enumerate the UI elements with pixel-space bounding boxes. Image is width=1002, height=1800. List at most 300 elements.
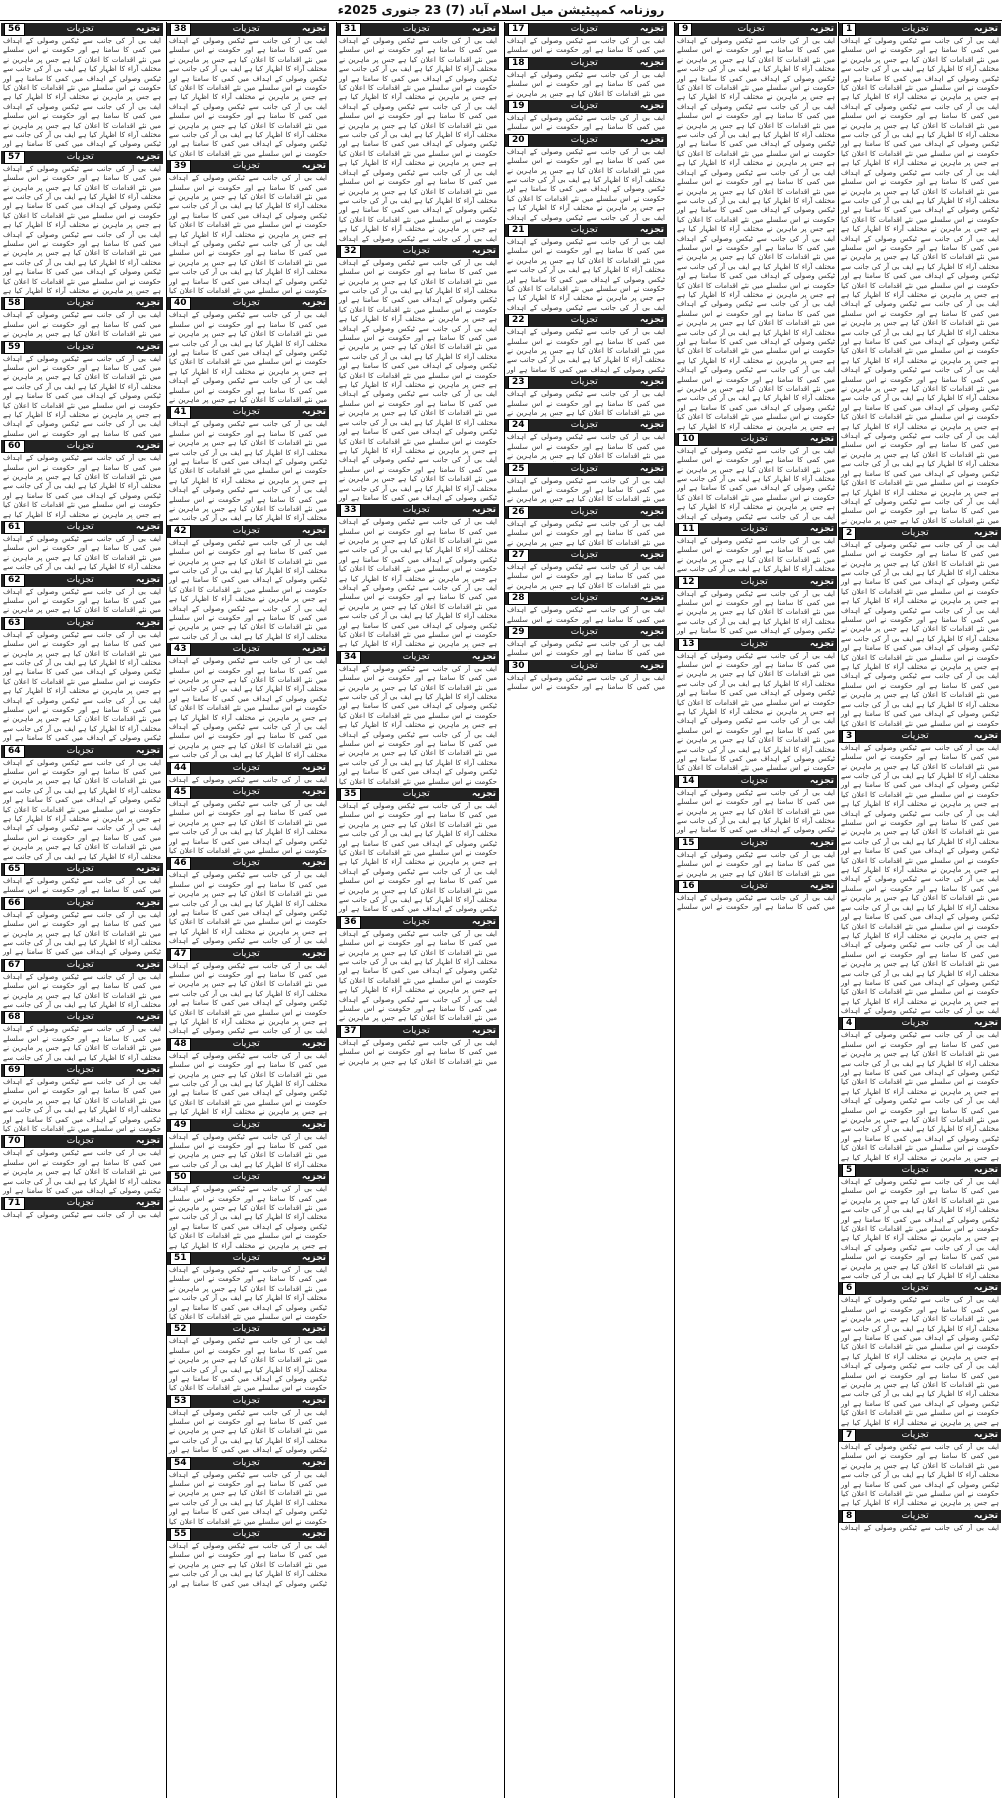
section-label: تجزیہ <box>973 1510 998 1521</box>
item-header-bar <box>1 574 163 587</box>
news-item <box>167 297 329 405</box>
news-item <box>1 897 163 958</box>
section-label: تجزیہ <box>809 837 834 848</box>
news-item <box>167 1528 329 1589</box>
news-item <box>839 730 1001 1017</box>
subsection-label: تجزیات <box>232 1324 260 1335</box>
news-item <box>505 376 667 418</box>
news-item <box>505 134 667 223</box>
item-number: 2 <box>842 527 856 540</box>
item-body-text: ایف بی آر کی جانب سے ٹیکس وصولی کے اہداف میں کمی کا سامنا ہے اور حکومت نے اس سلسلے <box>507 606 665 624</box>
item-header-bar <box>167 1119 329 1132</box>
news-item <box>505 100 667 133</box>
section-label: تجزیہ <box>301 1529 326 1540</box>
section-label: تجزیہ <box>301 161 326 172</box>
item-header-bar <box>839 1017 1001 1030</box>
news-item <box>1 1011 163 1063</box>
item-number: 58 <box>4 297 25 310</box>
subsection-label: تجزیات <box>232 858 260 869</box>
subsection-label: تجزیات <box>402 1025 430 1036</box>
item-body-text: ایف بی آر کی جانب سے ٹیکس وصولی کے اہداف میں کمی کا سامنا ہے اور حکومت نے اس سلسلے میں نئے اقدامات کا اعلان کیا ہے جس پر ماہرین نے مختلف آراء کا اظہار کیا ہے ایف بی آر کی جانب سے ٹیکس وصولی کے اہداف میں کمی کا سامنا ہے اور حکومت نے اس سلسلے میں نئے اقدامات کا اعلان کیا <box>169 1265 327 1321</box>
news-item <box>839 1510 1001 1533</box>
item-body-text: ایف بی آر کی جانب سے ٹیکس وصولی کے اہداف میں کمی کا سامنا ہے اور حکومت نے اس سلسلے میں نئے اقدامات کا اعلان کیا ہے جس پر ماہرین نے مختلف آراء کا اظہار کیا ہے ایف بی آر کی جانب سے ٹیکس وصولی کے اہداف میں کمی کا سامنا ہے اور حکومت نے اس سلسلے میں نئے اقدامات کا اعلان کیا ہے جس پر ماہرین نے مختلف آراء کا اظہار کیا ہے ایف بی آر کی جانب سے ٹیکس وصولی کے اہداف میں کمی کا سامنا ہے اور حکومت نے اس سلسلے میں نئے اقدامات کا اعلان کیا ہے جس پر ماہرین نے مختلف آراء کا اظہار کیا ہے ایف بی آر کی جانب سے ٹیکس وصولی کے اہداف میں کمی کا سامنا ہے اور حکومت نے اس سلسلے میں نئے اقدامات کا اعلان کیا ہے جس پر ماہرین نے مختلف آراء کا اظہار کیا ہے ایف بی آر کی جانب سے ٹیکس وصولی کے اہداف میں کمی کا سامنا ہے اور حکومت نے اس سلسلے میں نئے اقدامات کا اعلان کیا ہے جس پر ماہرین نے مختلف آراء کا اظہار کیا ہے ایف بی آر کی جانب سے ٹیکس وصولی کے اہداف میں کمی کا سامنا ہے اور حکومت نے اس سلسلے میں نئے اقدامات کا اعلان کیا ہے جس پر ماہرین نے مختلف آراء کا اظہار کیا ہے ایف بی آر کی جانب سے ٹیکس وصولی کے اہداف <box>339 37 497 243</box>
news-item <box>1 863 163 896</box>
news-item <box>675 837 837 879</box>
section-label: تجزیہ <box>135 897 160 908</box>
subsection-label: تجزیات <box>570 224 598 235</box>
subsection-label: تجزیات <box>232 786 260 797</box>
item-header-bar <box>675 23 837 36</box>
item-body-text: ایف بی آر کی جانب سے ٹیکس وصولی کے اہداف میں کمی کا سامنا ہے اور حکومت نے اس سلسلے میں نئے اقدامات کا اعلان کیا ہے جس پر ماہرین نے <box>3 311 161 339</box>
item-body-text: ایف بی آر کی جانب سے ٹیکس وصولی کے اہداف میں کمی کا سامنا ہے اور حکومت نے اس سلسلے میں نئے اقدامات کا اعلان کیا ہے جس پر ماہرین نے مختلف آراء کا اظہار کیا ہے ایف بی آر کی جانب سے ٹیکس وصولی کے اہداف میں کمی کا سامنا ہے اور حکومت نے اس سلسلے میں نئے اقدامات کا اعلان کیا ہے جس پر ماہرین نے مختلف آراء کا اظہار کیا ہے ایف بی آر کی جانب سے ٹیکس وصولی کے اہداف میں کمی کا سامنا ہے اور حکومت نے اس سلسلے میں نئے اقدامات کا اعلان کیا ہے جس پر ماہرین نے مختلف آراء کا اظہار کیا ہے ایف بی آر کی جانب سے <box>169 420 327 523</box>
news-item <box>839 1164 1001 1281</box>
item-header-bar <box>167 1457 329 1470</box>
item-header-bar <box>505 463 667 476</box>
item-header-bar <box>839 1429 1001 1442</box>
subsection-label: تجزیات <box>66 298 94 309</box>
item-header-bar <box>167 160 329 173</box>
item-number: 48 <box>170 1038 191 1051</box>
item-header-bar <box>167 23 329 36</box>
subsection-label: تجزیات <box>740 775 768 786</box>
item-header-bar <box>167 1395 329 1408</box>
item-number: 67 <box>4 959 25 972</box>
item-body-text: ایف بی آر کی جانب سے ٹیکس وصولی کے اہداف میں کمی کا سامنا ہے اور حکومت نے اس سلسلے میں نئے اقدامات کا اعلان کیا ہے جس پر ماہرین نے مختلف آراء کا اظہار کیا ہے ایف بی آر کی جانب سے ٹیکس وصولی کے اہداف میں کمی کا سامنا ہے اور حکومت نے اس سلسلے میں نئے اقدامات کا اعلان کیا ہے جس پر ماہرین نے مختلف آراء کا اظہار کیا ہے ایف بی آر کی جانب سے ٹیکس وصولی کے اہداف میں کمی کا سامنا ہے اور حکومت نے اس سلسلے میں نئے اقدامات کا اعلان کیا ہے جس پر ماہرین نے مختلف آراء کا اظہار کیا ہے ایف بی آر کی جانب سے ٹیکس وصولی کے اہداف میں کمی کا سامنا ہے اور حکومت نے اس سلسلے میں نئے اقدامات کا اعلان کیا <box>339 664 497 786</box>
section-label: تجزیہ <box>135 617 160 628</box>
item-number: 27 <box>508 549 529 562</box>
section-label: تجزیہ <box>301 1395 326 1406</box>
item-number: 43 <box>170 643 191 656</box>
item-body-text: ایف بی آر کی جانب سے ٹیکس وصولی کے اہداف میں کمی کا سامنا ہے اور حکومت نے اس سلسلے میں نئے اقدامات کا اعلان کیا ہے جس پر ماہرین نے مختلف آراء کا اظہار کیا ہے ایف بی آر کی جانب سے <box>3 972 161 1009</box>
item-header-bar <box>505 23 667 36</box>
news-item <box>1 151 163 297</box>
item-number: 1 <box>842 23 856 36</box>
section-label: تجزیہ <box>301 1038 326 1049</box>
news-item <box>167 857 329 946</box>
item-body-text: ایف بی آر کی جانب سے ٹیکس وصولی کے اہداف میں کمی کا سامنا ہے اور حکومت نے اس سلسلے میں نئے اقدامات کا اعلان کیا ہے جس پر ماہرین نے مختلف آراء کا اظہار کیا ہے ایف بی آر کی جانب سے ٹیکس وصولی کے اہداف میں کمی کا سامنا ہے اور حکومت نے اس سلسلے میں نئے اقدامات کا اعلان کیا ہے جس پر ماہرین نے مختلف آراء کا اظہار کیا ہے ایف بی آر کی جانب سے ٹیکس وصولی کے اہداف میں کمی کا سامنا ہے اور حکومت نے اس سلسلے میں نئے اقدامات کا اعلان کیا ہے جس پر ماہرین نے مختلف آراء کا اظہار کیا ہے ایف بی آر کی جانب سے ٹیکس وصولی کے اہداف میں کمی کا سامنا ہے اور <box>339 801 497 914</box>
subsection-label: تجزیات <box>232 1395 260 1406</box>
news-item <box>505 224 667 313</box>
subsection-label: تجزیات <box>570 315 598 326</box>
section-label: تجزیہ <box>973 1018 998 1029</box>
item-header-bar <box>167 762 329 775</box>
section-label: تجزیہ <box>973 527 998 538</box>
section-label: تجزیہ <box>471 651 496 662</box>
item-number: 60 <box>4 440 25 453</box>
item-body-text: ایف بی آر کی جانب سے ٹیکس وصولی کے اہداف میں کمی کا سامنا ہے اور حکومت نے اس سلسلے میں نئے اقدامات کا اعلان کیا ہے جس پر ماہرین نے مختلف آراء کا اظہار کیا ہے ایف بی آر کی جانب سے ٹیکس وصولی کے اہداف میں کمی کا سامنا ہے اور حکومت نے اس سلسلے میں نئے اقدامات کا اعلان کیا ہے جس پر ماہرین نے مختلف آراء کا اظہار کیا ہے ایف بی آر کی جانب سے ٹیکس وصولی کے اہداف میں کمی کا سامنا ہے اور حکومت نے اس سلسلے میں نئے اقدامات کا اعلان کیا ہے جس پر ماہرین نے مختلف آراء کا اظہار کیا ہے ایف بی آر کی جانب سے ٹیکس وصولی کے اہداف میں کمی کا سامنا ہے اور حکومت نے اس سلسلے میں نئے اقدامات کا اعلان کیا ہے جس پر ماہرین نے مختلف آراء کا اظہار کیا ہے <box>339 518 497 649</box>
section-label: تجزیہ <box>135 745 160 756</box>
item-body-text: ایف بی آر کی جانب سے ٹیکس وصولی کے اہداف میں کمی کا سامنا ہے اور حکومت نے اس سلسلے میں نئے اقدامات کا اعلان کیا ہے جس پر ماہرین نے <box>507 70 665 98</box>
subsection-label: تجزیات <box>66 1064 94 1075</box>
item-body-text: ایف بی آر کی جانب سے ٹیکس وصولی کے اہداف میں کمی کا سامنا ہے اور حکومت نے اس سلسلے میں نئے اقدامات کا اعلان کیا ہے جس پر ماہرین نے مختلف آراء کا اظہار کیا ہے ایف بی آر کی جانب سے ٹیکس وصولی کے اہداف میں کمی کا سامنا ہے اور حکومت نے اس سلسلے میں نئے اقدامات کا اعلان کیا ہے جس پر ماہرین نے مختلف آراء کا اظہار کیا ہے ایف بی آر کی جانب سے ٹیکس وصولی کے اہداف <box>169 871 327 946</box>
item-number: 33 <box>340 504 361 517</box>
item-header-bar <box>167 857 329 870</box>
news-item <box>1 574 163 616</box>
subsection-label: تجزیات <box>570 626 598 637</box>
item-body-text: ایف بی آر کی جانب سے ٹیکس وصولی کے اہداف میں کمی کا سامنا ہے اور حکومت نے اس سلسلے میں نئے اقدامات کا اعلان کیا ہے جس پر ماہرین نے مختلف آراء کا اظہار کیا ہے ایف بی آر کی جانب سے ٹیکس وصولی کے اہداف میں کمی کا سامنا ہے اور حکومت نے اس سلسلے میں نئے اقدامات کا اعلان کیا ہے جس پر ماہرین نے مختلف آراء کا اظہار کیا ہے ایف بی آر کی جانب سے ٹیکس وصولی کے اہداف میں کمی کا سامنا ہے اور حکومت نے اس سلسلے میں نئے اقدامات کا اعلان کیا ہے جس پر ماہرین نے مختلف آراء کا اظہار کیا ہے ایف بی آر کی جانب سے ٹیکس وصولی کے اہداف میں کمی کا سامنا ہے اور <box>3 630 161 743</box>
item-body-text: ایف بی آر کی جانب سے ٹیکس وصولی کے اہداف میں کمی کا سامنا ہے اور حکومت نے اس سلسلے میں نئے اقدامات کا اعلان کیا ہے جس پر ماہرین نے مختلف آراء کا اظہار کیا ہے ایف بی آر کی جانب سے ٹیکس وصولی کے اہداف میں کمی کا سامنا ہے اور حکومت نے اس سلسلے میں نئے اقدامات کا اعلان کیا ہے جس پر ماہرین نے مختلف آراء کا اظہار کیا ہے ایف بی آر کی جانب سے ٹیکس وصولی کے اہداف میں کمی کا سامنا ہے اور حکومت نے اس سلسلے میں نئے اقدامات کا اعلان کیا ہے جس پر ماہرین نے مختلف آراء کا اظہار کیا ہے ایف بی آر کی جانب سے <box>169 538 327 641</box>
item-number: 21 <box>508 224 529 237</box>
news-item <box>167 525 329 642</box>
item-header-bar <box>505 660 667 673</box>
item-body-text: ایف بی آر کی جانب سے ٹیکس وصولی کے اہداف میں کمی کا سامنا ہے اور حکومت نے اس سلسلے میں نئے اقدامات کا اعلان کیا ہے جس پر ماہرین نے مختلف آراء کا اظہار کیا ہے ایف بی آر کی جانب سے ٹیکس وصولی کے اہداف میں کمی کا سامنا ہے اور حکومت نے اس سلسلے میں نئے اقدامات کا اعلان کیا ہے جس پر ماہرین نے مختلف آراء کا اظہار کیا ہے ایف بی آر کی جانب سے ٹیکس وصولی کے اہداف میں کمی کا سامنا ہے اور حکومت نے اس سلسلے میں نئے اقدامات کا اعلان کیا ہے جس پر ماہرین نے مختلف آراء کا اظہار کیا ہے ایف بی آر کی جانب سے ٹیکس وصولی کے اہداف میں کمی کا سامنا ہے اور حکومت نے اس سلسلے میں نئے اقدامات کا اعلان کیا ہے جس پر ماہرین نے مختلف آراء کا اظہار کیا ہے <box>3 164 161 296</box>
section-label: تجزیہ <box>639 24 664 34</box>
item-number: 55 <box>170 1528 191 1541</box>
subsection-label: تجزیات <box>570 134 598 145</box>
subsection-label: تجزیات <box>740 523 768 534</box>
news-item <box>337 245 499 503</box>
item-body-text: ایف بی آر کی جانب سے ٹیکس وصولی کے اہداف میں کمی کا سامنا ہے اور حکومت نے اس سلسلے <box>507 673 665 692</box>
item-body-text: ایف بی آر کی جانب سے ٹیکس وصولی کے اہداف میں کمی کا سامنا ہے اور حکومت نے اس سلسلے <box>3 876 161 895</box>
item-body-text: ایف بی آر کی جانب سے ٹیکس وصولی کے اہداف میں کمی کا سامنا ہے اور حکومت نے اس سلسلے میں نئے اقدامات کا اعلان کیا ہے جس پر ماہرین نے مختلف آراء کا اظہار کیا ہے ایف بی آر کی جانب سے ٹیکس وصولی کے اہداف میں کمی کا سامنا ہے اور <box>169 1542 327 1588</box>
section-label: تجزیہ <box>135 24 160 34</box>
item-body-text: ایف بی آر کی جانب سے ٹیکس وصولی کے اہداف میں کمی کا سامنا ہے اور حکومت نے اس سلسلے میں نئے اقدامات کا اعلان کیا ہے جس پر ماہرین نے مختلف آراء کا اظہار کیا ہے ایف بی آر کی جانب سے <box>677 536 835 574</box>
item-body-text: ایف بی آر کی جانب سے ٹیکس وصولی کے اہداف میں کمی کا سامنا ہے اور حکومت نے اس سلسلے میں نئے اقدامات کا اعلان کیا ہے جس پر ماہرین نے مختلف آراء کا اظہار کیا ہے ایف بی آر کی جانب سے ٹیکس وصولی کے اہداف میں کمی کا سامنا ہے اور <box>3 910 161 957</box>
item-header-bar <box>839 527 1001 540</box>
item-header-bar <box>1 297 163 310</box>
subsection-label: تجزیات <box>66 441 94 452</box>
item-header-bar <box>1 617 163 630</box>
section-label: تجزیہ <box>809 24 834 34</box>
section-label: تجزیہ <box>639 463 664 474</box>
subsection-label: تجزیات <box>66 1012 94 1023</box>
item-header-bar <box>505 506 667 519</box>
news-item <box>337 1025 499 1067</box>
news-item <box>167 1323 329 1393</box>
subsection-label: تجزیات <box>901 730 929 741</box>
subsection-label: تجزیات <box>901 1429 929 1440</box>
item-body-text: ایف بی آر کی جانب سے ٹیکس وصولی کے اہداف میں کمی کا سامنا ہے اور حکومت نے اس سلسلے میں نئے اقدامات کا اعلان کیا ہے جس پر ماہرین نے <box>3 587 161 615</box>
item-number: 61 <box>4 521 25 534</box>
subsection-label: تجزیات <box>901 527 929 538</box>
news-column <box>166 22 329 1798</box>
item-number: 17 <box>508 23 529 36</box>
item-number: 49 <box>170 1119 191 1132</box>
section-label: تجزیہ <box>639 506 664 517</box>
subsection-label: تجزیات <box>66 1136 94 1147</box>
item-number: 19 <box>508 100 529 113</box>
section-label: تجزیہ <box>135 1064 160 1075</box>
item-body-text: ایف بی آر کی جانب سے ٹیکس وصولی کے اہداف میں کمی کا سامنا ہے اور حکومت نے اس سلسلے میں نئے اقدامات کا اعلان کیا ہے جس پر ماہرین نے مختلف آراء کا اظہار کیا ہے ایف بی آر کی جانب سے ٹیکس وصولی کے اہداف میں کمی کا سامنا ہے اور حکومت نے اس سلسلے میں نئے اقدامات کا اعلان کیا ہے جس پر ماہرین نے مختلف آراء کا اظہار کیا ہے ایف بی آر کی جانب سے ٹیکس وصولی کے اہداف میں کمی کا سامنا ہے اور حکومت نے اس سلسلے میں نئے اقدامات کا اعلان کیا ہے جس پر ماہرین نے مختلف آراء کا اظہار کیا ہے ایف بی آر کی جانب سے <box>3 758 161 861</box>
section-label: تجزیہ <box>809 576 834 587</box>
item-body-text: ایف بی آر کی جانب سے ٹیکس وصولی کے اہداف میں کمی کا سامنا ہے اور حکومت نے اس سلسلے میں نئے اقدامات کا اعلان کیا ہے جس پر ماہرین نے مختلف آراء کا اظہار کیا ہے ایف بی آر کی جانب سے ٹیکس وصولی کے اہداف میں کمی کا سامنا ہے اور حکومت نے اس سلسلے میں نئے اقدامات کا اعلان کیا ہے جس پر ماہرین نے مختلف آراء کا اظہار کیا ہے ایف بی آر کی جانب سے ٹیکس وصولی کے اہداف میں کمی کا سامنا ہے اور حکومت نے اس سلسلے میں نئے اقدامات کا اعلان کیا ہے جس پر ماہرین نے <box>339 929 497 1023</box>
item-body-text: ایف بی آر کی جانب سے ٹیکس وصولی کے اہداف میں کمی کا سامنا ہے اور حکومت نے اس سلسلے میں نئے اقدامات کا اعلان کیا ہے جس پر ماہرین نے <box>339 1038 497 1066</box>
section-label: تجزیہ <box>639 134 664 145</box>
subsection-label: تجزیات <box>402 916 430 927</box>
item-body-text: ایف بی آر کی جانب سے ٹیکس وصولی کے اہداف میں کمی کا سامنا ہے اور حکومت نے اس سلسلے میں نئے اقدامات کا اعلان کیا ہے جس پر ماہرین نے مختلف آراء کا اظہار کیا ہے ایف بی آر کی جانب سے <box>3 1025 161 1062</box>
subsection-label: تجزیات <box>232 525 260 536</box>
item-body-text: ایف بی آر کی جانب سے ٹیکس وصولی کے اہداف میں کمی کا سامنا ہے اور حکومت نے اس سلسلے میں نئے اقدامات کا اعلان کیا ہے جس پر ماہرین نے مختلف آراء کا اظہار کیا ہے ایف بی آر کی جانب سے ٹیکس وصولی کے اہداف میں کمی کا سامنا ہے اور <box>3 1149 161 1195</box>
subsection-label: تجزیات <box>66 341 94 352</box>
item-header-bar <box>675 576 837 589</box>
news-item <box>1 1135 163 1196</box>
section-label: تجزیہ <box>639 315 664 326</box>
item-number: 42 <box>170 525 191 538</box>
subsection-label: تجزیات <box>232 948 260 959</box>
item-header-bar <box>1 341 163 354</box>
subsection-label: تجزیات <box>570 506 598 517</box>
section-label: تجزیہ <box>809 523 834 534</box>
section-label: تجزیہ <box>973 730 998 741</box>
item-body-text: ایف بی آر کی جانب سے ٹیکس وصولی کے اہداف میں کمی کا سامنا ہے اور حکومت نے اس سلسلے میں نئے اقدامات کا اعلان کیا ہے جس پر ماہرین نے مختلف آراء کا اظہار کیا ہے ایف بی آر کی جانب سے ٹیکس وصولی کے اہداف میں کمی کا سامنا ہے اور حکومت نے اس سلسلے میں نئے اقدامات کا اعلان کیا ہے جس پر ماہرین نے مختلف آراء کا اظہار کیا ہے <box>3 454 161 519</box>
item-header-bar <box>337 23 499 36</box>
subsection-label: تجزیات <box>737 24 765 34</box>
item-number: 52 <box>170 1323 191 1336</box>
subsection-label: تجزیات <box>66 897 94 908</box>
item-number: 37 <box>340 1025 361 1038</box>
item-number: 26 <box>508 506 529 519</box>
subsection-label: تجزیات <box>232 1252 260 1263</box>
section-label: تجزیہ <box>639 377 664 388</box>
news-item <box>675 638 837 774</box>
section-label: تجزیہ <box>301 1172 326 1183</box>
item-header-bar <box>167 525 329 538</box>
subsection-label: تجزیات <box>901 1164 929 1175</box>
section-label: تجزیہ <box>471 505 496 516</box>
item-header-bar <box>675 433 837 446</box>
item-number: 7 <box>842 1429 856 1442</box>
item-number: 65 <box>4 863 25 876</box>
news-item <box>1 23 163 150</box>
news-item <box>337 23 499 244</box>
item-body-text: ایف بی آر کی جانب سے ٹیکس وصولی کے اہداف میں کمی کا سامنا ہے اور حکومت نے اس سلسلے میں نئے اقدامات کا اعلان کیا ہے جس پر ماہرین نے مختلف آراء کا اظہار کیا ہے ایف بی آر کی جانب سے ٹیکس وصولی کے اہداف میں کمی کا سامنا ہے اور حکومت نے اس سلسلے میں نئے اقدامات کا اعلان کیا ہے جس پر ماہرین نے مختلف آراء کا اظہار کیا ہے ایف بی آر کی جانب سے ٹیکس وصولی کے اہداف <box>169 961 327 1036</box>
subsection-label: تجزیات <box>740 576 768 587</box>
item-number: 63 <box>4 617 25 630</box>
item-body-text: ایف بی آر کی جانب سے ٹیکس وصولی کے اہداف <box>841 1523 999 1532</box>
news-item <box>675 433 837 522</box>
item-body-text: ایف بی آر کی جانب سے ٹیکس وصولی کے اہداف میں کمی کا سامنا ہے اور حکومت نے اس سلسلے میں نئے اقدامات کا اعلان کیا ہے جس پر ماہرین نے مختلف آراء کا اظہار کیا ہے ایف بی آر کی جانب سے ٹیکس وصولی کے اہداف میں کمی کا سامنا ہے اور حکومت نے اس سلسلے میں نئے اقدامات کا اعلان کیا ہے جس پر ماہرین نے مختلف آراء کا اظہار کیا ہے ایف بی آر کی جانب سے ٹیکس وصولی کے اہداف میں کمی کا سامنا ہے اور حکومت نے اس سلسلے میں نئے اقدامات کا اعلان کیا ہے جس پر ماہرین نے مختلف آراء کا اظہار کیا ہے ایف بی آر کی جانب سے ٹیکس وصولی کے اہداف میں کمی کا سامنا ہے اور <box>3 37 161 149</box>
news-item <box>1 521 163 573</box>
news-item <box>167 160 329 296</box>
item-header-bar <box>839 1164 1001 1177</box>
item-body-text: ایف بی آر کی جانب سے ٹیکس وصولی کے اہداف میں کمی کا سامنا ہے اور حکومت نے اس سلسلے میں نئے اقدامات کا اعلان کیا ہے جس پر ماہرین نے مختلف آراء کا اظہار کیا ہے ایف بی آر کی جانب سے <box>169 1132 327 1169</box>
item-header-bar <box>505 57 667 70</box>
item-number: 71 <box>4 1197 25 1210</box>
news-item <box>167 1038 329 1118</box>
item-number: 22 <box>508 314 529 327</box>
item-number: 8 <box>842 1510 856 1523</box>
item-body-text: ایف بی آر کی جانب سے ٹیکس وصولی کے اہداف میں کمی کا سامنا ہے اور حکومت نے اس سلسلے میں نئے اقدامات کا اعلان کیا ہے جس پر ماہرین نے مختلف آراء کا اظہار کیا ہے ایف بی آر کی جانب سے ٹیکس وصولی کے اہداف میں کمی کا سامنا ہے اور حکومت نے اس سلسلے میں نئے اقدامات کا اعلان کیا ہے جس پر ماہرین نے مختلف آراء کا اظہار کیا ہے <box>841 1442 999 1508</box>
subsection-label: تجزیات <box>402 788 430 799</box>
item-number: 25 <box>508 463 529 476</box>
news-column <box>1 22 163 1798</box>
news-item <box>505 626 667 659</box>
item-number: 29 <box>508 626 529 639</box>
item-header-bar <box>337 245 499 258</box>
subsection-label: تجزیات <box>402 24 430 34</box>
news-item <box>839 23 1001 526</box>
section-label: تجزیہ <box>301 1119 326 1130</box>
section-label: تجزیہ <box>301 525 326 536</box>
item-body-text: ایف بی آر کی جانب سے ٹیکس وصولی کے اہداف میں کمی کا سامنا ہے اور حکومت نے اس سلسلے میں نئے اقدامات کا اعلان کیا ہے جس پر ماہرین نے مختلف آراء کا اظہار کیا ہے ایف بی آر کی جانب سے ٹیکس وصولی کے اہداف میں کمی کا سامنا ہے اور <box>169 1408 327 1455</box>
subsection-label: تجزیات <box>66 24 94 34</box>
item-body-text: ایف بی آر کی جانب سے ٹیکس وصولی کے اہداف میں کمی کا سامنا ہے اور حکومت نے اس سلسلے میں نئے اقدامات کا اعلان کیا ہے جس پر ماہرین نے <box>507 433 665 461</box>
item-header-bar <box>167 297 329 310</box>
item-body-text: ایف بی آر کی جانب سے ٹیکس وصولی کے اہداف میں کمی کا سامنا ہے اور حکومت نے اس سلسلے میں نئے اقدامات کا اعلان کیا ہے جس پر ماہرین نے مختلف آراء کا اظہار کیا ہے ایف بی آر کی جانب سے ٹیکس وصولی کے اہداف میں کمی کا سامنا ہے اور حکومت نے اس سلسلے میں نئے اقدامات کا اعلان کیا ہے جس پر ماہرین نے مختلف آراء کا اظہار کیا ہے ایف بی آر کی جانب سے ٹیکس وصولی کے اہداف میں کمی کا سامنا ہے اور حکومت نے اس سلسلے میں نئے اقدامات کا اعلان کیا ہے جس پر ماہرین نے <box>169 311 327 405</box>
news-item <box>675 23 837 432</box>
item-body-text: ایف بی آر کی جانب سے ٹیکس وصولی کے اہداف میں کمی کا سامنا ہے اور حکومت نے اس سلسلے <box>507 639 665 658</box>
item-header-bar <box>675 880 837 893</box>
section-label: تجزیہ <box>301 644 326 655</box>
subsection-label: تجزیات <box>232 161 260 172</box>
item-header-bar <box>839 23 1001 36</box>
item-header-bar <box>675 638 837 651</box>
news-item <box>167 786 329 856</box>
item-body-text: ایف بی آر کی جانب سے ٹیکس وصولی کے اہداف میں کمی کا سامنا ہے اور حکومت نے اس سلسلے میں نئے اقدامات کا اعلان کیا ہے جس پر ماہرین نے مختلف آراء کا اظہار کیا ہے ایف بی آر کی جانب سے ٹیکس وصولی کے اہداف میں کمی کا سامنا ہے اور حکومت نے اس سلسلے میں نئے اقدامات کا اعلان کیا ہے جس پر ماہرین نے مختلف آراء کا اظہار کیا ہے ایف بی آر کی جانب سے ٹیکس وصولی کے اہداف میں کمی کا سامنا ہے اور حکومت نے اس سلسلے میں نئے اقدامات کا اعلان کیا ہے جس پر ماہرین نے مختلف آراء کا اظہار کیا ہے ایف بی آر کی جانب سے ٹیکس وصولی کے اہداف میں کمی کا سامنا ہے اور حکومت نے اس سلسلے میں نئے اقدامات کا اعلان کیا <box>677 651 835 773</box>
item-number: 23 <box>508 376 529 389</box>
item-header-bar <box>337 504 499 517</box>
news-item <box>505 314 667 375</box>
subsection-label: تجزیات <box>570 377 598 388</box>
item-header-bar <box>505 376 667 389</box>
section-label: تجزیہ <box>639 100 664 111</box>
item-number: 4 <box>842 1017 856 1030</box>
item-body-text: ایف بی آر کی جانب سے ٹیکس وصولی کے اہداف میں کمی کا سامنا ہے اور حکومت نے اس سلسلے میں نئے اقدامات کا اعلان کیا ہے جس پر ماہرین نے <box>507 519 665 547</box>
item-header-bar <box>675 523 837 536</box>
item-number: 54 <box>170 1457 191 1470</box>
news-item <box>1 1197 163 1220</box>
item-header-bar <box>505 134 667 147</box>
section-label: تجزیہ <box>471 245 496 256</box>
section-label: تجزیہ <box>471 788 496 799</box>
item-number: 5 <box>842 1164 856 1177</box>
news-column <box>674 22 837 1798</box>
item-body-text: ایف بی آر کی جانب سے ٹیکس وصولی کے اہداف <box>3 1211 161 1220</box>
subsection-label: تجزیات <box>232 1457 260 1468</box>
item-header-bar <box>505 626 667 639</box>
item-number: 38 <box>170 23 191 36</box>
section-label: تجزیہ <box>135 1136 160 1147</box>
item-header-bar <box>505 100 667 113</box>
item-body-text: ایف بی آر کی جانب سے ٹیکس وصولی کے اہداف میں کمی کا سامنا ہے اور حکومت نے اس سلسلے میں نئے اقدامات کا اعلان کیا ہے جس پر ماہرین نے مختلف آراء کا اظہار کیا ہے ایف بی آر کی جانب سے ٹیکس وصولی کے اہداف میں کمی کا سامنا ہے اور حکومت نے اس سلسلے میں نئے اقدامات کا اعلان کیا ہے جس پر ماہرین نے مختلف آراء کا اظہار کیا ہے ایف بی آر کی جانب سے ٹیکس وصولی کے اہداف میں کمی کا سامنا ہے اور حکومت نے اس سلسلے میں نئے اقدامات کا اعلان کیا ہے جس پر ماہرین نے مختلف آراء کا اظہار کیا ہے ایف بی آر کی جانب سے <box>841 1177 999 1281</box>
section-label: تجزیہ <box>135 521 160 532</box>
news-item <box>167 762 329 785</box>
item-body-text: ایف بی آر کی جانب سے ٹیکس وصولی کے اہداف میں کمی کا سامنا ہے اور حکومت نے اس سلسلے <box>507 113 665 132</box>
subsection-label: تجزیات <box>570 100 598 111</box>
news-item <box>505 506 667 548</box>
item-body-text: ایف بی آر کی جانب سے ٹیکس وصولی کے اہداف میں کمی کا سامنا ہے اور حکومت نے اس سلسلے میں نئے اقدامات کا اعلان کیا ہے جس پر ماہرین نے مختلف آراء کا اظہار کیا ہے ایف بی آر کی جانب سے ٹیکس وصولی کے اہداف میں کمی کا سامنا ہے اور حکومت نے اس سلسلے میں نئے اقدامات کا اعلان کیا ہے جس پر ماہرین نے مختلف آراء کا اظہار کیا ہے ایف بی آر کی جانب سے ٹیکس وصولی کے اہداف میں کمی کا سامنا ہے اور حکومت نے اس سلسلے میں نئے اقدامات کا اعلان کیا ہے جس پر ماہرین نے مختلف آراء کا اظہار کیا ہے ایف بی آر کی جانب سے ٹیکس وصولی کے اہداف میں کمی کا سامنا ہے اور حکومت نے اس سلسلے میں نئے اقدامات کا اعلان کیا ہے جس پر ماہرین نے مختلف آراء کا اظہار کیا ہے ایف بی آر کی جانب سے ٹیکس وصولی کے اہداف میں کمی کا سامنا ہے اور حکومت نے اس سلسلے میں نئے اقدامات کا اعلان کیا ہے جس پر ماہرین نے مختلف آراء کا اظہار کیا ہے ایف بی آر کی جانب سے ٹیکس وصولی کے اہداف میں کمی کا سامنا ہے اور حکومت نے اس سلسلے میں نئے اقدامات کا اعلان کیا ہے جس پر ماہرین نے مختلف آراء کا اظہار کیا ہے ایف بی آر کی جانب سے ٹیکس وصولی کے اہداف میں کمی کا سامنا ہے اور حکومت نے اس سلسلے میں نئے اقدامات کا اعلان کیا ہے جس پر ماہرین نے مختلف آراء کا اظہار کیا ہے ایف بی آر کی جانب سے ٹیکس وصولی کے اہداف میں کمی کا سامنا ہے اور حکومت نے اس سلسلے میں نئے اقدامات کا اعلان کیا ہے جس پر ماہرین نے مختلف آراء کا اظہار کیا ہے ایف بی آر کی جانب سے ٹیکس وصولی کے اہداف <box>841 743 999 1016</box>
item-body-text: ایف بی آر کی جانب سے ٹیکس وصولی کے اہداف میں کمی کا سامنا ہے اور حکومت نے اس سلسلے میں نئے اقدامات کا اعلان کیا ہے جس پر ماہرین نے مختلف آراء کا اظہار کیا ہے ایف بی آر کی جانب سے ٹیکس وصولی کے اہداف میں کمی کا سامنا ہے اور حکومت نے اس سلسلے میں نئے اقدامات کا اعلان کیا ہے جس پر ماہرین نے مختلف آراء کا اظہار کیا ہے ایف بی آر کی جانب سے ٹیکس وصولی کے اہداف میں کمی کا سامنا ہے اور حکومت نے اس سلسلے میں نئے اقدامات کا اعلان کیا ہے جس پر ماہرین نے مختلف آراء کا اظہار کیا ہے ایف بی آر کی جانب سے ٹیکس وصولی کے اہداف میں کمی کا سامنا ہے اور حکومت نے اس سلسلے میں نئے اقدامات کا اعلان کیا ہے جس پر ماہرین نے مختلف آراء کا اظہار کیا ہے ایف بی آر کی جانب سے ٹیکس وصولی کے اہداف میں کمی کا سامنا ہے اور حکومت نے اس سلسلے میں نئے اقدامات کا اعلان کیا ہے جس پر ماہرین نے مختلف آراء کا اظہار کیا ہے ایف بی آر کی جانب سے ٹیکس وصولی کے اہداف میں کمی کا سامنا ہے اور حکومت نے اس سلسلے میں نئے اقدامات کا اعلان کیا <box>841 540 999 728</box>
item-number: 64 <box>4 745 25 758</box>
subsection-label: تجزیات <box>66 1198 94 1209</box>
subsection-label: تجزیات <box>570 57 598 68</box>
section-label: تجزیہ <box>135 298 160 309</box>
item-body-text: ایف بی آر کی جانب سے ٹیکس وصولی کے اہداف میں کمی کا سامنا ہے اور حکومت نے اس سلسلے میں نئے اقدامات کا اعلان کیا ہے جس پر ماہرین نے مختلف آراء کا اظہار کیا ہے ایف بی آر کی جانب سے ٹیکس وصولی کے اہداف میں کمی کا سامنا ہے اور حکومت نے اس سلسلے میں نئے اقدامات کا اعلان کیا ہے جس پر ماہرین نے مختلف آراء کا اظہار کیا ہے ایف بی آر کی جانب سے ٹیکس وصولی کے اہداف میں کمی کا سامنا ہے اور حکومت نے اس سلسلے میں نئے اقدامات کا اعلان کیا ہے جس پر ماہرین نے مختلف آراء کا اظہار کیا ہے ایف بی آر کی جانب سے <box>169 657 327 760</box>
news-item <box>839 1429 1001 1509</box>
item-header-bar <box>1 440 163 453</box>
news-item <box>167 23 329 159</box>
subsection-label: تجزیات <box>232 1172 260 1183</box>
item-body-text: ایف بی آر کی جانب سے ٹیکس وصولی کے اہداف میں کمی کا سامنا ہے اور حکومت نے اس سلسلے میں نئے اقدامات کا اعلان کیا ہے جس پر ماہرین نے مختلف آراء کا اظہار کیا ہے ایف بی آر کی جانب سے ٹیکس وصولی کے اہداف میں کمی کا سامنا ہے اور حکومت نے اس سلسلے میں نئے اقدامات کا اعلان کیا ہے جس پر ماہرین نے مختلف آراء کا اظہار کیا ہے ایف بی آر کی جانب سے ٹیکس وصولی کے اہداف میں کمی کا سامنا ہے اور حکومت نے اس سلسلے میں نئے اقدامات کا اعلان کیا ہے جس پر ماہرین نے مختلف آراء کا اظہار کیا ہے ایف بی آر کی جانب سے ٹیکس وصولی کے اہداف میں کمی کا سامنا ہے اور حکومت نے اس سلسلے میں نئے اقدامات کا اعلان کیا ہے جس پر ماہرین نے مختلف آراء کا اظہار کیا ہے ایف بی آر کی جانب سے ٹیکس وصولی کے اہداف میں کمی کا سامنا ہے اور حکومت نے اس سلسلے میں نئے اقدامات کا اعلان کیا ہے جس پر ماہرین نے مختلف آراء کا اظہار کیا ہے ایف بی آر کی جانب سے ٹیکس وصولی کے اہداف میں کمی کا سامنا ہے اور حکومت نے اس سلسلے میں نئے اقدامات کا اعلان کیا ہے جس پر ماہرین نے مختلف آراء کا اظہار کیا ہے ایف بی آر کی جانب سے ٹیکس وصولی کے اہداف میں کمی کا سامنا ہے اور حکومت نے اس سلسلے میں نئے اقدامات کا اعلان کیا ہے جس پر ماہرین نے مختلف آراء کا اظہار کیا ہے ایف بی آر کی جانب سے ٹیکس وصولی کے اہداف میں کمی کا سامنا ہے اور حکومت نے اس سلسلے میں نئے اقدامات کا اعلان کیا ہے جس پر ماہرین نے مختلف آراء کا اظہار کیا ہے ایف بی آر کی جانب سے ٹیکس وصولی کے اہداف میں کمی کا سامنا ہے اور حکومت نے اس سلسلے میں نئے اقدامات کا اعلان کیا ہے جس پر ماہرین نے مختلف آراء کا اظہار کیا ہے ایف بی آر کی جانب سے ٹیکس وصولی کے اہداف میں کمی کا سامنا ہے اور حکومت نے اس سلسلے میں نئے اقدامات کا اعلان کیا ہے جس پر ماہرین نے مختلف آراء کا اظہار کیا ہے ایف بی آر کی جانب سے ٹیکس وصولی کے اہداف میں کمی کا سامنا ہے اور حکومت نے اس سلسلے میں نئے اقدامات کا اعلان کیا ہے جس پر ماہرین نے مختلف آراء کا اظہار کیا ہے ایف بی آر کی جانب سے ٹیکس وصولی کے اہداف میں کمی کا سامنا ہے اور حکومت نے اس سلسلے میں نئے اقدامات کا اعلان کیا ہے جس پر ماہرین نے مختلف آراء کا اظہار کیا ہے <box>677 37 835 431</box>
item-header-bar <box>167 786 329 799</box>
subsection-label: تجزیات <box>66 617 94 628</box>
item-body-text: ایف بی آر کی جانب سے ٹیکس وصولی کے اہداف میں کمی کا سامنا ہے اور حکومت نے اس سلسلے میں نئے اقدامات کا اعلان کیا ہے جس پر ماہرین نے مختلف آراء کا اظہار کیا ہے ایف بی آر کی جانب سے <box>3 534 161 572</box>
section-label: تجزیہ <box>973 1164 998 1175</box>
item-header-bar <box>1 151 163 164</box>
item-number: 69 <box>4 1064 25 1077</box>
item-number: 31 <box>340 23 361 36</box>
item-header-bar <box>839 1510 1001 1523</box>
item-number: 62 <box>4 574 25 587</box>
section-label: تجزیہ <box>639 626 664 637</box>
subsection-label: تجزیات <box>66 574 94 585</box>
section-label: تجزیہ <box>301 407 326 418</box>
item-header-bar <box>505 592 667 605</box>
item-body-text: ایف بی آر کی جانب سے ٹیکس وصولی کے اہداف میں کمی کا سامنا ہے اور حکومت نے اس سلسلے میں نئے اقدامات کا اعلان کیا ہے جس پر ماہرین نے مختلف آراء کا اظہار کیا ہے ایف بی آر کی جانب سے ٹیکس وصولی کے اہداف میں کمی کا سامنا ہے اور حکومت نے اس سلسلے میں نئے اقدامات کا اعلان کیا ہے جس پر ماہرین نے مختلف آراء کا اظہار کیا ہے ایف بی آر کی جانب سے ٹیکس وصولی کے اہداف میں کمی کا سامنا ہے اور حکومت نے اس سلسلے میں نئے اقدامات کا اعلان کیا ہے جس پر ماہرین نے مختلف آراء کا اظہار کیا ہے ایف بی آر کی جانب سے ٹیکس وصولی کے اہداف میں کمی کا سامنا ہے اور حکومت نے اس سلسلے میں نئے اقدامات کا اعلان کیا <box>169 37 327 158</box>
item-header-bar <box>167 643 329 656</box>
item-number: 35 <box>340 788 361 801</box>
item-body-text: ایف بی آر کی جانب سے ٹیکس وصولی کے اہداف میں کمی کا سامنا ہے اور حکومت نے اس سلسلے میں نئے اقدامات کا اعلان کیا ہے جس پر ماہرین نے مختلف آراء کا اظہار کیا ہے ایف بی آر کی جانب سے ٹیکس وصولی کے اہداف میں کمی کا سامنا ہے اور حکومت نے اس سلسلے میں نئے اقدامات کا اعلان کیا ہے جس پر ماہرین نے مختلف آراء کا اظہار کیا ہے ایف بی آر کی جانب سے ٹیکس وصولی کے اہداف میں کمی کا سامنا ہے اور حکومت نے اس سلسلے میں نئے اقدامات کا اعلان کیا ہے جس پر ماہرین نے مختلف آراء کا اظہار کیا ہے ایف بی آر کی جانب سے ٹیکس وصولی کے اہداف میں کمی کا سامنا ہے اور حکومت نے اس سلسلے میں نئے اقدامات کا اعلان کیا <box>169 174 327 296</box>
news-item <box>1 297 163 339</box>
item-number: 68 <box>4 1011 25 1024</box>
item-body-text: ایف بی آر کی جانب سے ٹیکس وصولی کے اہداف میں کمی کا سامنا ہے اور حکومت نے اس سلسلے میں نئے اقدامات کا اعلان کیا ہے جس پر ماہرین نے مختلف آراء کا اظہار کیا ہے ایف بی آر کی جانب سے ٹیکس وصولی کے اہداف میں کمی کا سامنا ہے اور حکومت نے اس سلسلے میں نئے اقدامات کا اعلان کیا <box>169 1470 327 1526</box>
subsection-label: تجزیات <box>740 638 768 649</box>
section-label: تجزیہ <box>809 638 834 649</box>
item-header-bar <box>505 224 667 237</box>
subsection-label: تجزیات <box>901 1018 929 1029</box>
item-header-bar <box>167 948 329 961</box>
item-number: 16 <box>678 880 699 893</box>
item-header-bar <box>1 1135 163 1148</box>
subsection-label: تجزیات <box>232 1529 260 1540</box>
item-body-text: ایف بی آر کی جانب سے ٹیکس وصولی کے اہداف میں کمی کا سامنا ہے اور حکومت نے اس سلسلے میں نئے اقدامات کا اعلان کیا ہے جس پر ماہرین نے مختلف آراء کا اظہار کیا ہے ایف بی آر کی جانب سے ٹیکس وصولی کے اہداف میں کمی کا سامنا ہے اور حکومت نے اس سلسلے میں نئے اقدامات کا اعلان کیا ہے جس پر ماہرین نے مختلف آراء کا اظہار کیا ہے ایف بی آر کی جانب سے ٹیکس وصولی کے اہداف میں کمی کا سامنا ہے اور حکومت نے اس سلسلے میں نئے اقدامات کا اعلان کیا ہے جس پر ماہرین نے مختلف آراء کا اظہار کیا ہے ایف بی آر کی جانب سے ٹیکس وصولی کے اہداف میں کمی کا سامنا ہے اور حکومت نے اس سلسلے میں نئے اقدامات کا اعلان کیا ہے جس پر ماہرین نے مختلف آراء کا اظہار کیا ہے ایف بی آر کی جانب سے ٹیکس وصولی کے اہداف میں کمی کا سامنا ہے اور حکومت نے اس سلسلے میں نئے اقدامات کا اعلان کیا ہے جس پر ماہرین نے مختلف آراء کا اظہار کیا ہے ایف بی آر کی جانب سے ٹیکس وصولی کے اہداف میں کمی کا سامنا ہے اور حکومت نے اس سلسلے میں نئے اقدامات کا اعلان کیا ہے جس پر ماہرین نے مختلف آراء کا اظہار کیا ہے ایف بی آر کی جانب سے ٹیکس وصولی کے اہداف میں کمی کا سامنا ہے اور حکومت نے اس سلسلے میں نئے اقدامات کا اعلان کیا ہے جس پر ماہرین نے مختلف آراء کا اظہار کیا ہے ایف بی آر کی جانب سے ٹیکس وصولی کے اہداف میں کمی کا سامنا ہے اور <box>339 258 497 502</box>
item-body-text: ایف بی آر کی جانب سے ٹیکس وصولی کے اہداف میں کمی کا سامنا ہے اور حکومت نے اس سلسلے میں نئے اقدامات کا اعلان کیا ہے جس پر ماہرین نے <box>677 850 835 878</box>
item-header-bar <box>505 314 667 327</box>
item-header-bar <box>675 775 837 788</box>
item-number: 15 <box>678 837 699 850</box>
section-label: تجزیہ <box>639 660 664 671</box>
subsection-label: تجزیات <box>570 420 598 431</box>
item-header-bar <box>1 23 163 36</box>
item-number: 47 <box>170 948 191 961</box>
item-number: 53 <box>170 1395 191 1408</box>
item-number: 56 <box>4 23 25 36</box>
item-body-text: ایف بی آر کی جانب سے ٹیکس وصولی کے اہداف میں کمی کا سامنا ہے اور حکومت نے اس سلسلے میں نئے اقدامات کا اعلان کیا ہے جس پر ماہرین نے مختلف آراء کا اظہار کیا ہے ایف بی آر کی جانب سے ٹیکس وصولی کے اہداف میں کمی کا سامنا ہے اور حکومت نے اس سلسلے میں نئے اقدامات کا اعلان کیا ہے جس پر ماہرین نے مختلف آراء کا اظہار کیا ہے ایف بی آر کی جانب سے ٹیکس وصولی کے اہداف میں کمی کا سامنا ہے اور حکومت نے اس سلسلے میں نئے اقدامات کا اعلان کیا ہے جس پر ماہرین نے مختلف آراء کا اظہار کیا ہے ایف بی آر کی جانب سے ٹیکس وصولی کے اہداف میں کمی کا سامنا ہے اور حکومت نے اس سلسلے میں نئے اقدامات کا اعلان کیا ہے جس پر ماہرین نے مختلف آراء کا اظہار کیا ہے <box>841 1031 999 1162</box>
news-item <box>167 1119 329 1171</box>
item-header-bar <box>337 1025 499 1038</box>
section-label: تجزیہ <box>471 916 496 927</box>
news-item <box>1 745 163 862</box>
item-number: 39 <box>170 160 191 173</box>
item-header-bar <box>675 837 837 850</box>
item-header-bar <box>167 1252 329 1265</box>
section-label: تجزیہ <box>973 1283 998 1294</box>
item-header-bar <box>1 959 163 972</box>
subsection-label: تجزیات <box>901 1510 929 1521</box>
subsection-label: تجزیات <box>232 1119 260 1130</box>
subsection-label: تجزیات <box>232 1038 260 1049</box>
item-header-bar <box>1 897 163 910</box>
news-item <box>505 549 667 591</box>
section-label: تجزیہ <box>639 420 664 431</box>
section-label: تجزیہ <box>135 574 160 585</box>
subsection-label: تجزیات <box>570 593 598 604</box>
item-header-bar <box>1 1011 163 1024</box>
subsection-label: تجزیات <box>740 433 768 444</box>
item-header-bar <box>1 521 163 534</box>
news-item <box>675 576 837 637</box>
item-header-bar <box>167 1171 329 1184</box>
news-item <box>167 643 329 760</box>
item-body-text: ایف بی آر کی جانب سے ٹیکس وصولی کے اہداف میں کمی کا سامنا ہے اور حکومت نے اس سلسلے میں نئے اقدامات کا اعلان کیا ہے جس پر ماہرین نے مختلف آراء کا اظہار کیا ہے ایف بی آر کی جانب سے ٹیکس وصولی کے اہداف میں کمی کا سامنا ہے اور <box>677 788 835 835</box>
item-number: 32 <box>340 245 361 258</box>
item-body-text: ایف بی آر کی جانب سے ٹیکس وصولی کے اہداف میں کمی کا سامنا ہے اور حکومت نے اس سلسلے میں نئے اقدامات کا اعلان کیا ہے جس پر ماہرین نے مختلف آراء کا اظہار کیا ہے ایف بی آر کی جانب سے ٹیکس وصولی کے اہداف میں کمی کا سامنا ہے اور <box>507 328 665 374</box>
item-number: 10 <box>678 433 699 446</box>
section-label: تجزیہ <box>639 224 664 235</box>
subsection-label: تجزیات <box>66 959 94 970</box>
section-label: تجزیہ <box>639 593 664 604</box>
item-body-text: ایف بی آر کی جانب سے ٹیکس وصولی کے اہداف میں کمی کا سامنا ہے اور حکومت نے اس سلسلے میں نئے اقدامات کا اعلان کیا ہے جس پر ماہرین نے مختلف آراء کا اظہار کیا ہے ایف بی آر کی جانب سے ٹیکس وصولی کے اہداف میں کمی کا سامنا ہے اور حکومت نے اس سلسلے میں نئے اقدامات کا اعلان کیا ہے جس پر ماہرین نے مختلف آراء کا اظہار کیا ہے ایف بی آر کی جانب سے ٹیکس وصولی کے اہداف میں کمی کا سامنا ہے اور حکومت نے اس سلسلے میں نئے اقدامات کا اعلان کیا ہے جس پر ماہرین نے مختلف آراء کا اظہار کیا ہے ایف بی آر کی جانب سے ٹیکس وصولی کے اہداف میں کمی کا سامنا ہے اور حکومت نے اس سلسلے میں نئے اقدامات کا اعلان کیا ہے جس پر ماہرین نے مختلف آراء کا اظہار کیا ہے ایف بی آر کی جانب سے ٹیکس وصولی کے اہداف میں کمی کا سامنا ہے اور حکومت نے اس سلسلے میں نئے اقدامات کا اعلان کیا ہے جس پر ماہرین نے مختلف آراء کا اظہار کیا ہے ایف بی آر کی جانب سے ٹیکس وصولی کے اہداف میں کمی کا سامنا ہے اور حکومت نے اس سلسلے میں نئے اقدامات کا اعلان کیا ہے جس پر ماہرین نے مختلف آراء کا اظہار کیا ہے ایف بی آر کی جانب سے ٹیکس وصولی کے اہداف میں کمی کا سامنا ہے اور حکومت نے اس سلسلے میں نئے اقدامات کا اعلان کیا ہے جس پر ماہرین نے مختلف آراء کا اظہار کیا ہے ایف بی آر کی جانب سے ٹیکس وصولی کے اہداف میں کمی کا سامنا ہے اور حکومت نے اس سلسلے میں نئے اقدامات کا اعلان کیا ہے جس پر ماہرین نے مختلف آراء کا اظہار کیا ہے ایف بی آر کی جانب سے ٹیکس وصولی کے اہداف میں کمی کا سامنا ہے اور حکومت نے اس سلسلے میں نئے اقدامات کا اعلان کیا ہے جس پر ماہرین نے مختلف آراء کا اظہار کیا ہے ایف بی آر کی جانب سے ٹیکس وصولی کے اہداف میں کمی کا سامنا ہے اور حکومت نے اس سلسلے میں نئے اقدامات کا اعلان کیا ہے جس پر ماہرین نے مختلف آراء کا اظہار کیا ہے ایف بی آر کی جانب سے ٹیکس وصولی کے اہداف میں کمی کا سامنا ہے اور حکومت نے اس سلسلے میں نئے اقدامات کا اعلان کیا ہے جس پر ماہرین نے مختلف آراء کا اظہار کیا ہے ایف بی آر کی جانب سے ٹیکس وصولی کے اہداف میں کمی کا سامنا ہے اور حکومت نے اس سلسلے میں نئے اقدامات کا اعلان کیا ہے جس پر ماہرین نے مختلف آراء کا اظہار کیا ہے ایف بی آر کی جانب سے ٹیکس وصولی کے اہداف میں کمی کا سامنا ہے اور حکومت نے اس سلسلے میں نئے اقدامات کا اعلان کیا ہے جس پر ماہرین نے مختلف آراء کا اظہار کیا ہے ایف بی آر کی جانب سے ٹیکس وصولی کے اہداف میں کمی کا سامنا ہے اور حکومت نے اس سلسلے میں نئے اقدامات کا اعلان کیا ہے جس پر ماہرین نے مختلف آراء کا اظہار کیا ہے ایف بی آر کی جانب سے ٹیکس وصولی کے اہداف میں کمی کا سامنا ہے اور حکومت نے اس سلسلے میں نئے اقدامات کا اعلان کیا ہے جس پر ماہرین نے <box>841 37 999 525</box>
